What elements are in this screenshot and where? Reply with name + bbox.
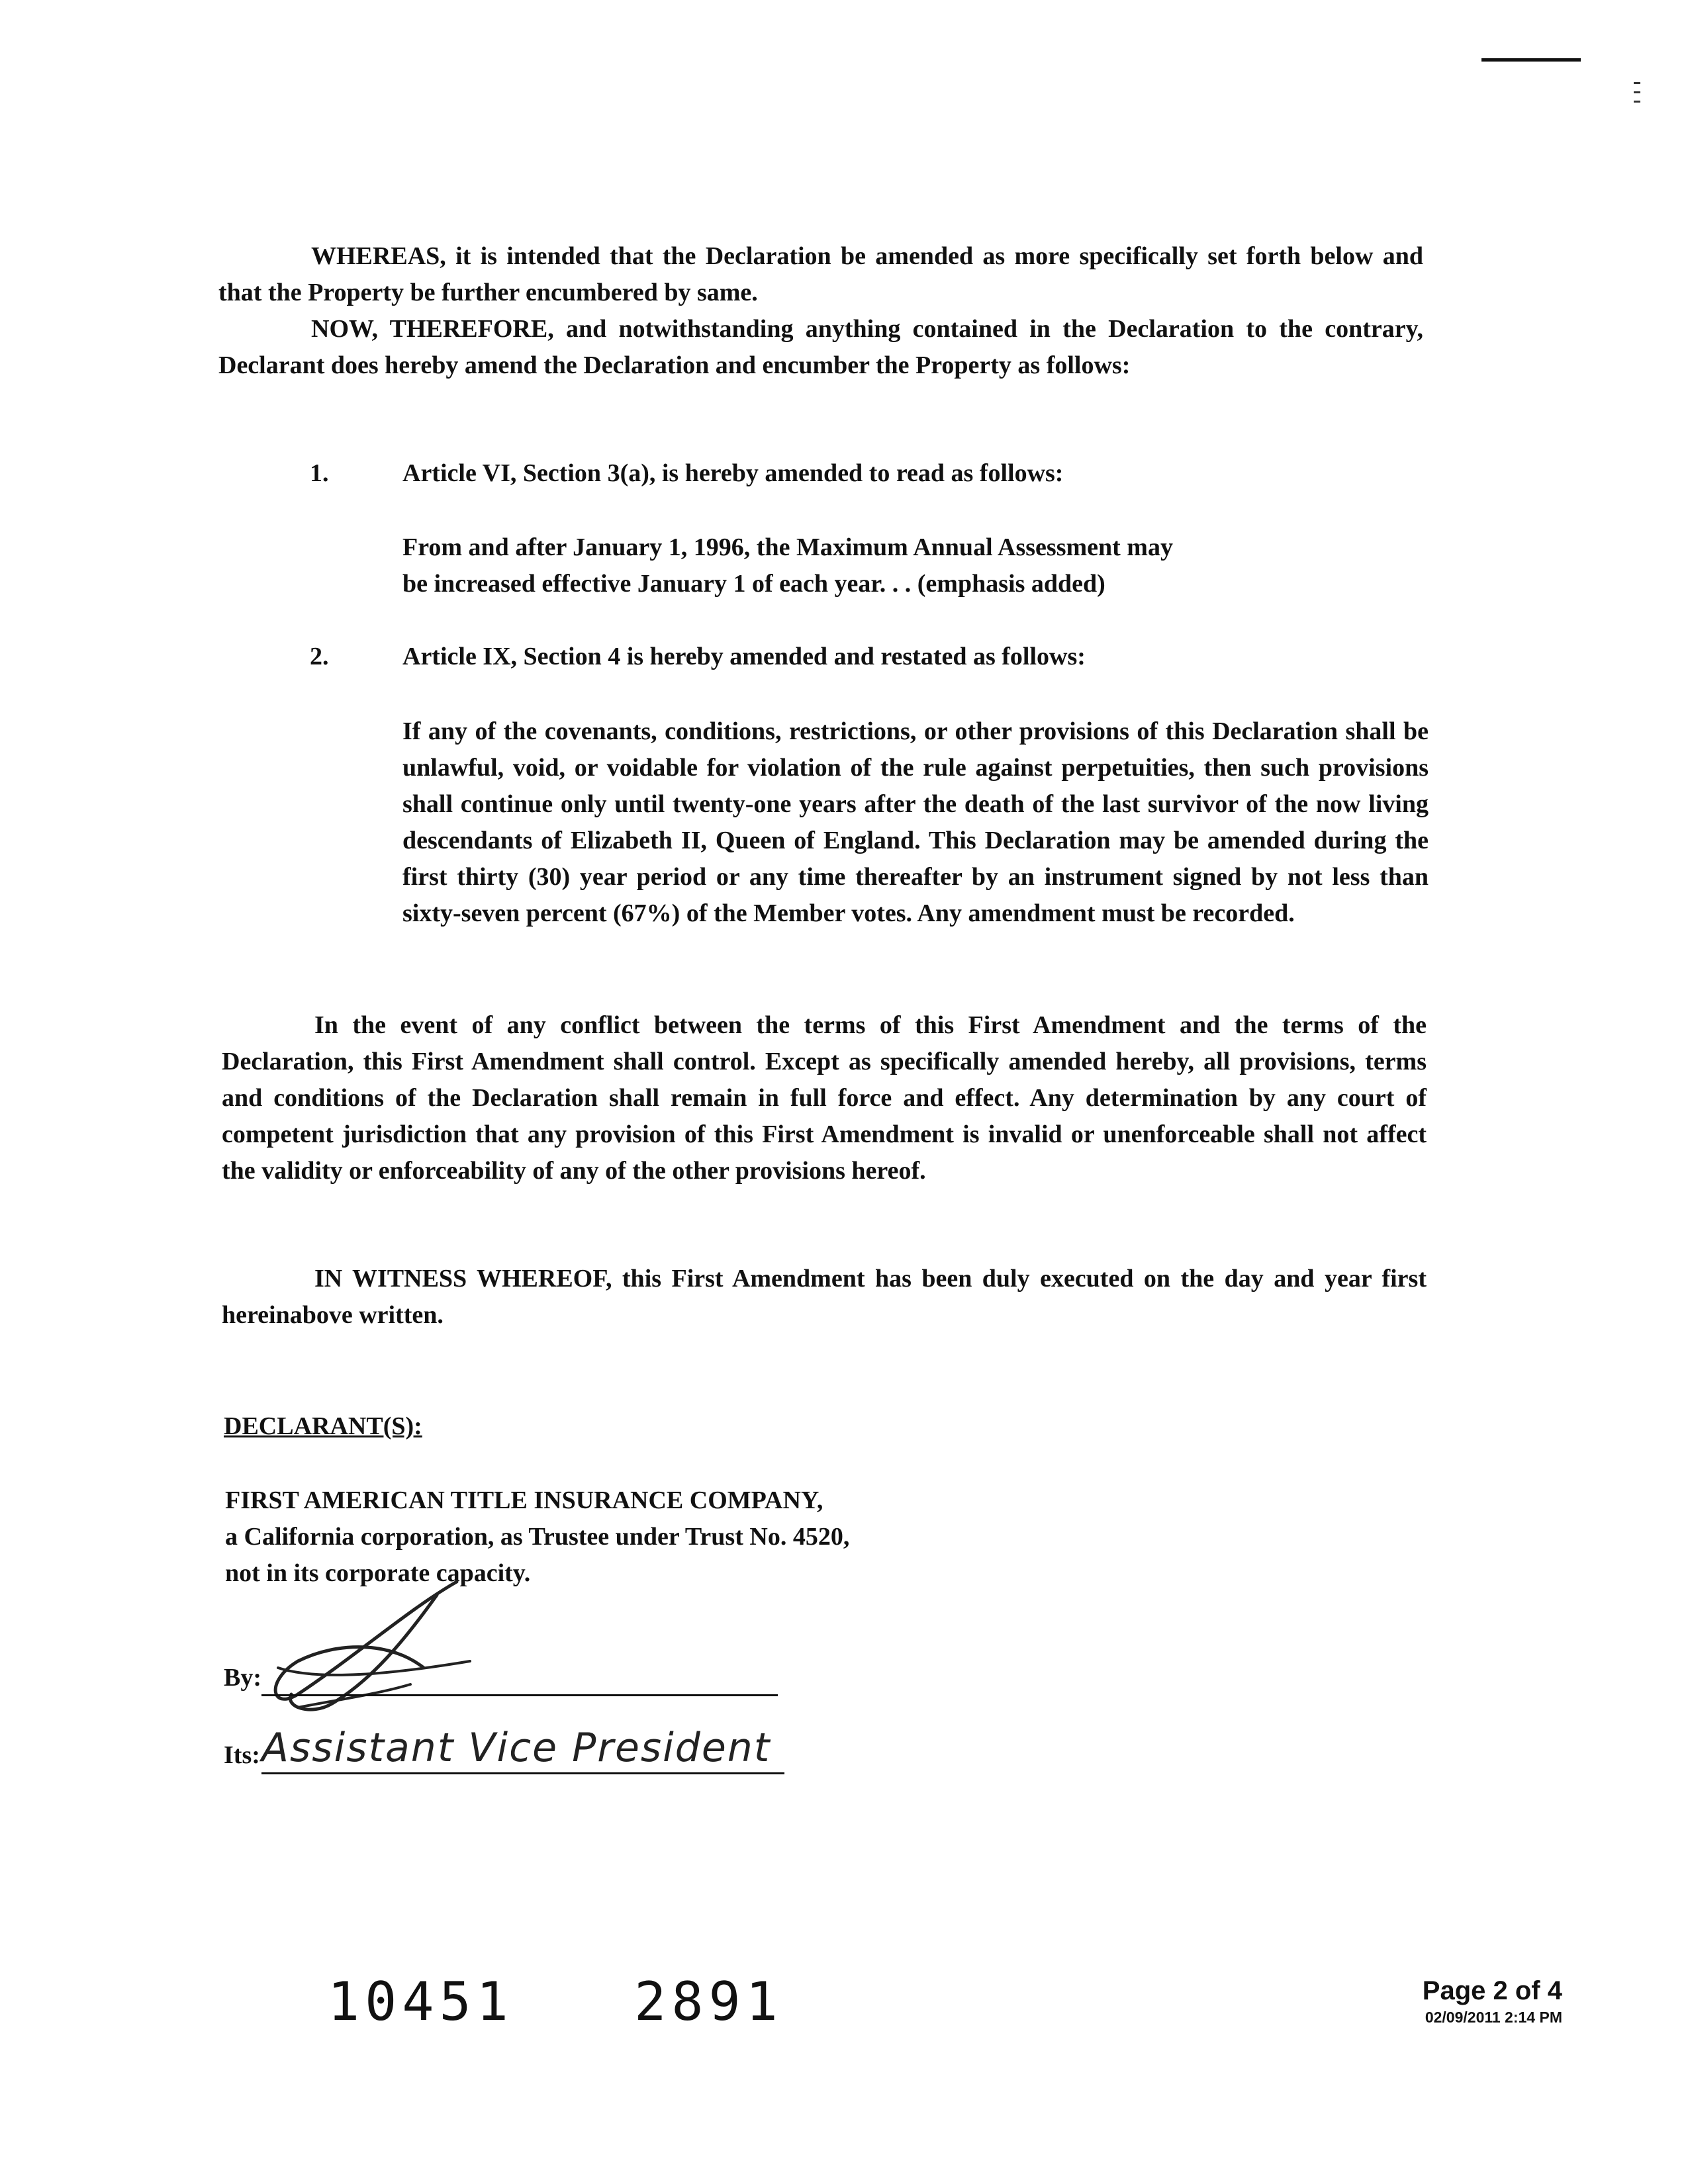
item-1-heading: Article VI, Section 3(a), is hereby amended to read as follows: <box>402 459 1064 487</box>
signatory-line-3: not in its corporate capacity. <box>225 1559 531 1587</box>
margin-mark <box>1634 82 1640 113</box>
by-signature-line <box>261 1694 778 1696</box>
top-rule <box>1481 58 1581 62</box>
signatory-company: FIRST AMERICAN TITLE INSURANCE COMPANY, <box>225 1486 823 1514</box>
item-2-body: If any of the covenants, conditions, restrictions, or other provisions of this Declaration shall be unlawful, void, or voidable for violation of the rule against perpetuities, then such provisions shall continue only until twenty-one years after the death of the last survivor of the now living descendants of Elizabeth II, Queen of England. This Declaration may be amended during the first thirty (30) year period or any time thereafter by an instrument signed by not less than sixty-seven percent (67%) of the Member votes. Any amendment must be recorded. <box>402 717 1429 927</box>
by-label: By: <box>224 1664 261 1692</box>
now-therefore-paragraph: NOW, THEREFORE, and notwithstanding anything contained in the Declaration to the contrary, Declarant does hereby amend the Declaration and encumber the Property as follows: <box>218 315 1423 379</box>
page-timestamp: 02/09/2011 2:14 PM <box>1425 2009 1562 2026</box>
item-1-number: 1. <box>310 459 329 487</box>
whereas-paragraph: WHEREAS, it is intended that the Declaration be amended as more specifically set forth below and that the Property be further encumbered by same. <box>218 242 1423 306</box>
declarant-heading: DECLARANT(S): <box>224 1412 422 1440</box>
witness-paragraph: IN WITNESS WHEREOF, this First Amendment has been duly executed on the day and year first hereinabove written. <box>222 1265 1427 1329</box>
item-2-number: 2. <box>310 643 329 670</box>
signatory-line-2: a California corporation, as Trustee under Trust No. 4520, <box>225 1523 850 1551</box>
page-number: Page 2 of 4 <box>1422 1976 1562 2005</box>
recording-page: 2891 <box>634 1971 783 2032</box>
item-2-heading: Article IX, Section 4 is hereby amended and restated as follows: <box>402 643 1086 670</box>
its-handwritten-title: Assistant Vice President <box>261 1725 771 1771</box>
item-1-body-line-2: be increased effective January 1 of each year. . . (emphasis added) <box>402 570 1105 598</box>
recording-number <box>328 1972 783 2032</box>
recording-book: 10451 <box>328 1971 514 2032</box>
item-1-body-line-1: From and after January 1, 1996, the Maximum Annual Assessment may <box>402 533 1173 561</box>
its-label: Its: <box>224 1741 260 1769</box>
its-signature-line <box>261 1772 784 1774</box>
conflict-paragraph: In the event of any conflict between the terms of this First Amendment and the terms of the Declaration, this First Amendment shall control. Except as specifically amended hereby, all provisions, terms and conditions of the Declaration shall remain in full force and effect. Any determination by any court of competent jurisdiction that any provision of this First Amendment is invalid or unenforceable shall not affect the validity or enforceability of any of the other provisions hereof. <box>222 1011 1427 1185</box>
signature-drawing <box>258 1569 477 1721</box>
